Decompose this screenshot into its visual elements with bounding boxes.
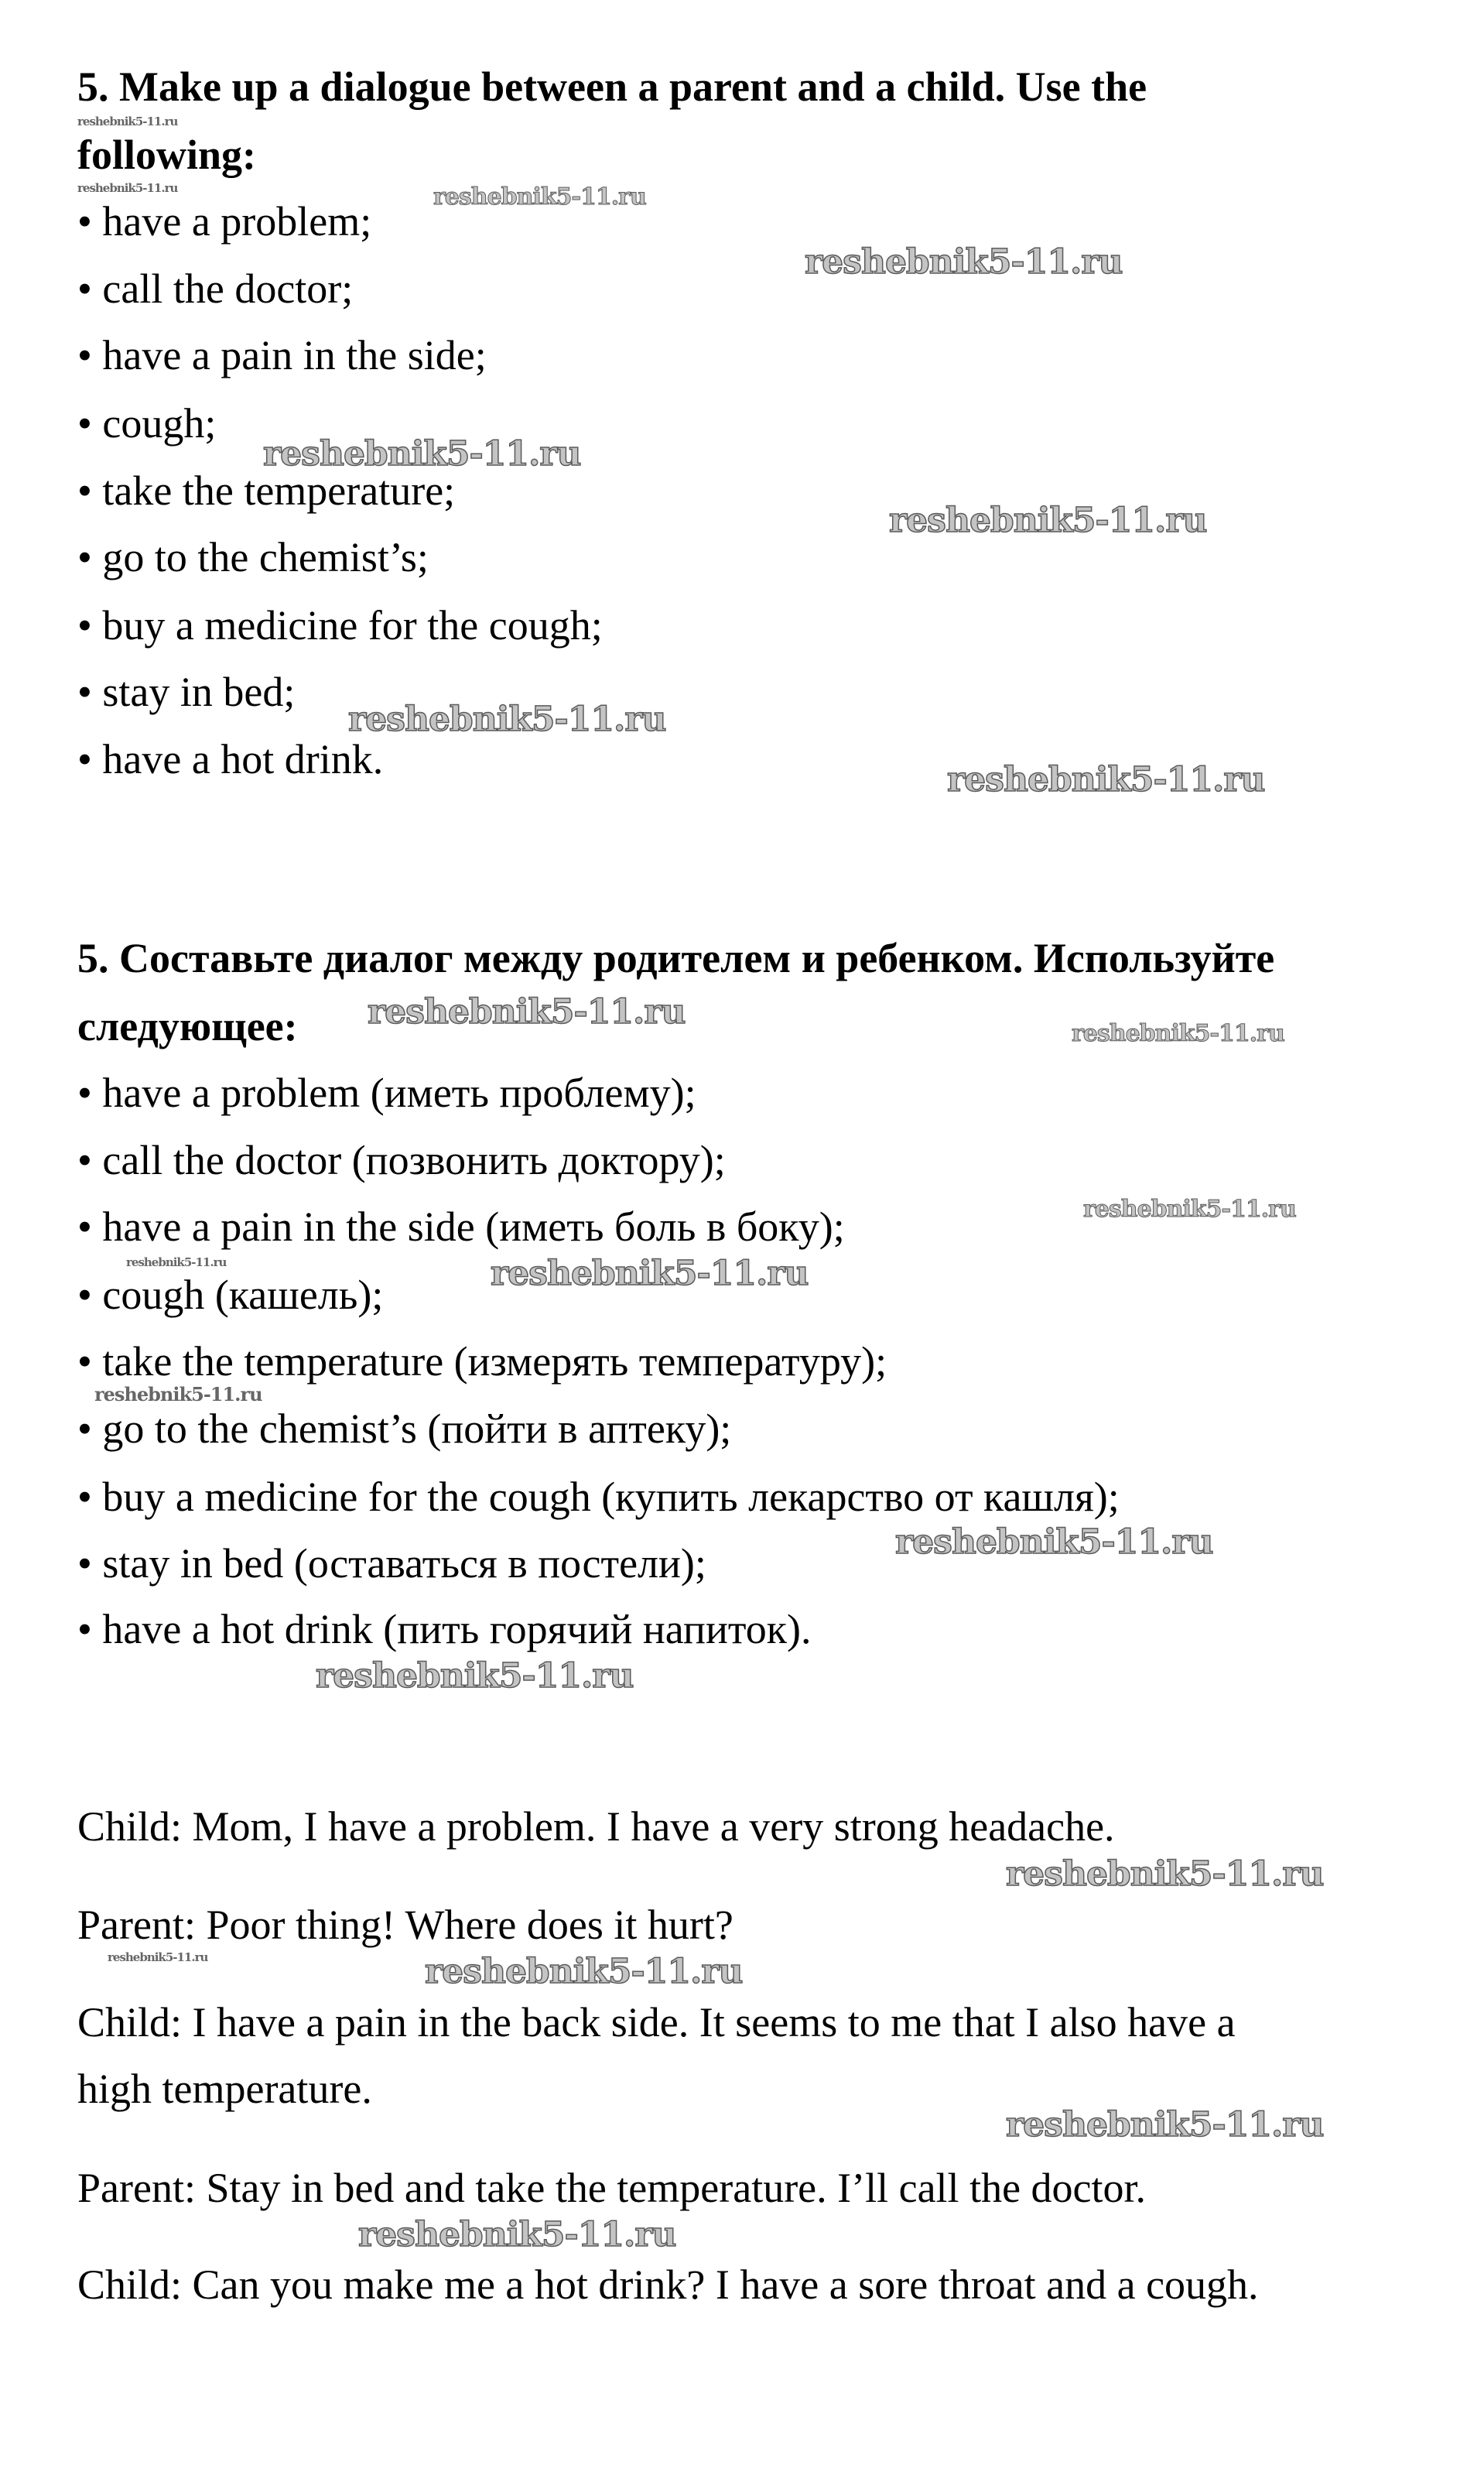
list-item: • take the temperature;: [77, 467, 456, 514]
watermark: reshebnik5-11.ru: [94, 1383, 262, 1405]
watermark: reshebnik5-11.ru: [889, 501, 1207, 540]
list-item: • cough (кашель);: [77, 1272, 384, 1318]
dialogue-line: Child: I have a pain in the back side. It seems to me that I also have a: [77, 1999, 1236, 2046]
watermark: reshebnik5-11.ru: [895, 1522, 1213, 1562]
watermark: reshebnik5-11.ru: [1006, 1854, 1324, 1894]
list-item: • call the doctor;: [77, 265, 354, 312]
list-item: • take the temperature (измерять температуру);: [77, 1338, 887, 1385]
list-item: • have a problem (иметь проблему);: [77, 1070, 696, 1116]
watermark: reshebnik5-11.ru: [348, 700, 666, 739]
dialogue-line: high temperature.: [77, 2066, 372, 2112]
watermark: reshebnik5-11.ru: [108, 1950, 208, 1964]
watermark: reshebnik5-11.ru: [947, 760, 1265, 799]
dialogue-line: Child: Mom, I have a problem. I have a very strong headache.: [77, 1803, 1115, 1850]
list-item: • have a problem;: [77, 198, 372, 245]
list-item: • go to the chemist’s (пойти в аптеку);: [77, 1405, 732, 1452]
list-item: • have a hot drink (пить горячий напиток).: [77, 1606, 812, 1652]
list-item: • buy a medicine for the cough (купить лекарство от кашля);: [77, 1474, 1120, 1520]
watermark: reshebnik5-11.ru: [316, 1656, 634, 1696]
watermark: reshebnik5-11.ru: [77, 181, 178, 195]
watermark: reshebnik5-11.ru: [805, 242, 1123, 282]
list-item: • buy a medicine for the cough;: [77, 602, 603, 649]
watermark: reshebnik5-11.ru: [425, 1952, 743, 1991]
dialogue-line: Parent: Stay in bed and take the temperature. I’ll call the doctor.: [77, 2165, 1147, 2211]
watermark: reshebnik5-11.ru: [77, 115, 178, 128]
list-item: • stay in bed;: [77, 669, 296, 715]
watermark: reshebnik5-11.ru: [433, 183, 646, 211]
list-item: • call the doctor (позвонить доктору);: [77, 1137, 726, 1183]
task-title: следующее:: [77, 1003, 298, 1049]
watermark: reshebnik5-11.ru: [491, 1254, 809, 1293]
watermark: reshebnik5-11.ru: [1083, 1196, 1296, 1223]
dialogue-line: Child: Can you make me a hot drink? I have a sore throat and a cough.: [77, 2261, 1259, 2308]
watermark: reshebnik5-11.ru: [263, 434, 581, 474]
dialogue-line: Parent: Poor thing! Where does it hurt?: [77, 1902, 733, 1948]
watermark: reshebnik5-11.ru: [368, 992, 686, 1032]
list-item: • stay in bed (оставаться в постели);: [77, 1540, 706, 1587]
list-item: • go to the chemist’s;: [77, 534, 429, 580]
list-item: • have a pain in the side (иметь боль в боку);: [77, 1203, 845, 1250]
watermark: reshebnik5-11.ru: [126, 1255, 227, 1269]
watermark: reshebnik5-11.ru: [358, 2215, 676, 2254]
watermark: reshebnik5-11.ru: [1006, 2105, 1324, 2145]
task-title: 5. Make up a dialogue between a parent and a child. Use the: [77, 63, 1147, 110]
list-item: • have a hot drink.: [77, 736, 384, 782]
list-item: • have a pain in the side;: [77, 332, 487, 378]
watermark: reshebnik5-11.ru: [1072, 1020, 1284, 1047]
task-title: 5. Составьте диалог между родителем и ребенком. Используйте: [77, 935, 1275, 981]
list-item: • cough;: [77, 400, 217, 447]
task-title: following:: [77, 132, 257, 178]
